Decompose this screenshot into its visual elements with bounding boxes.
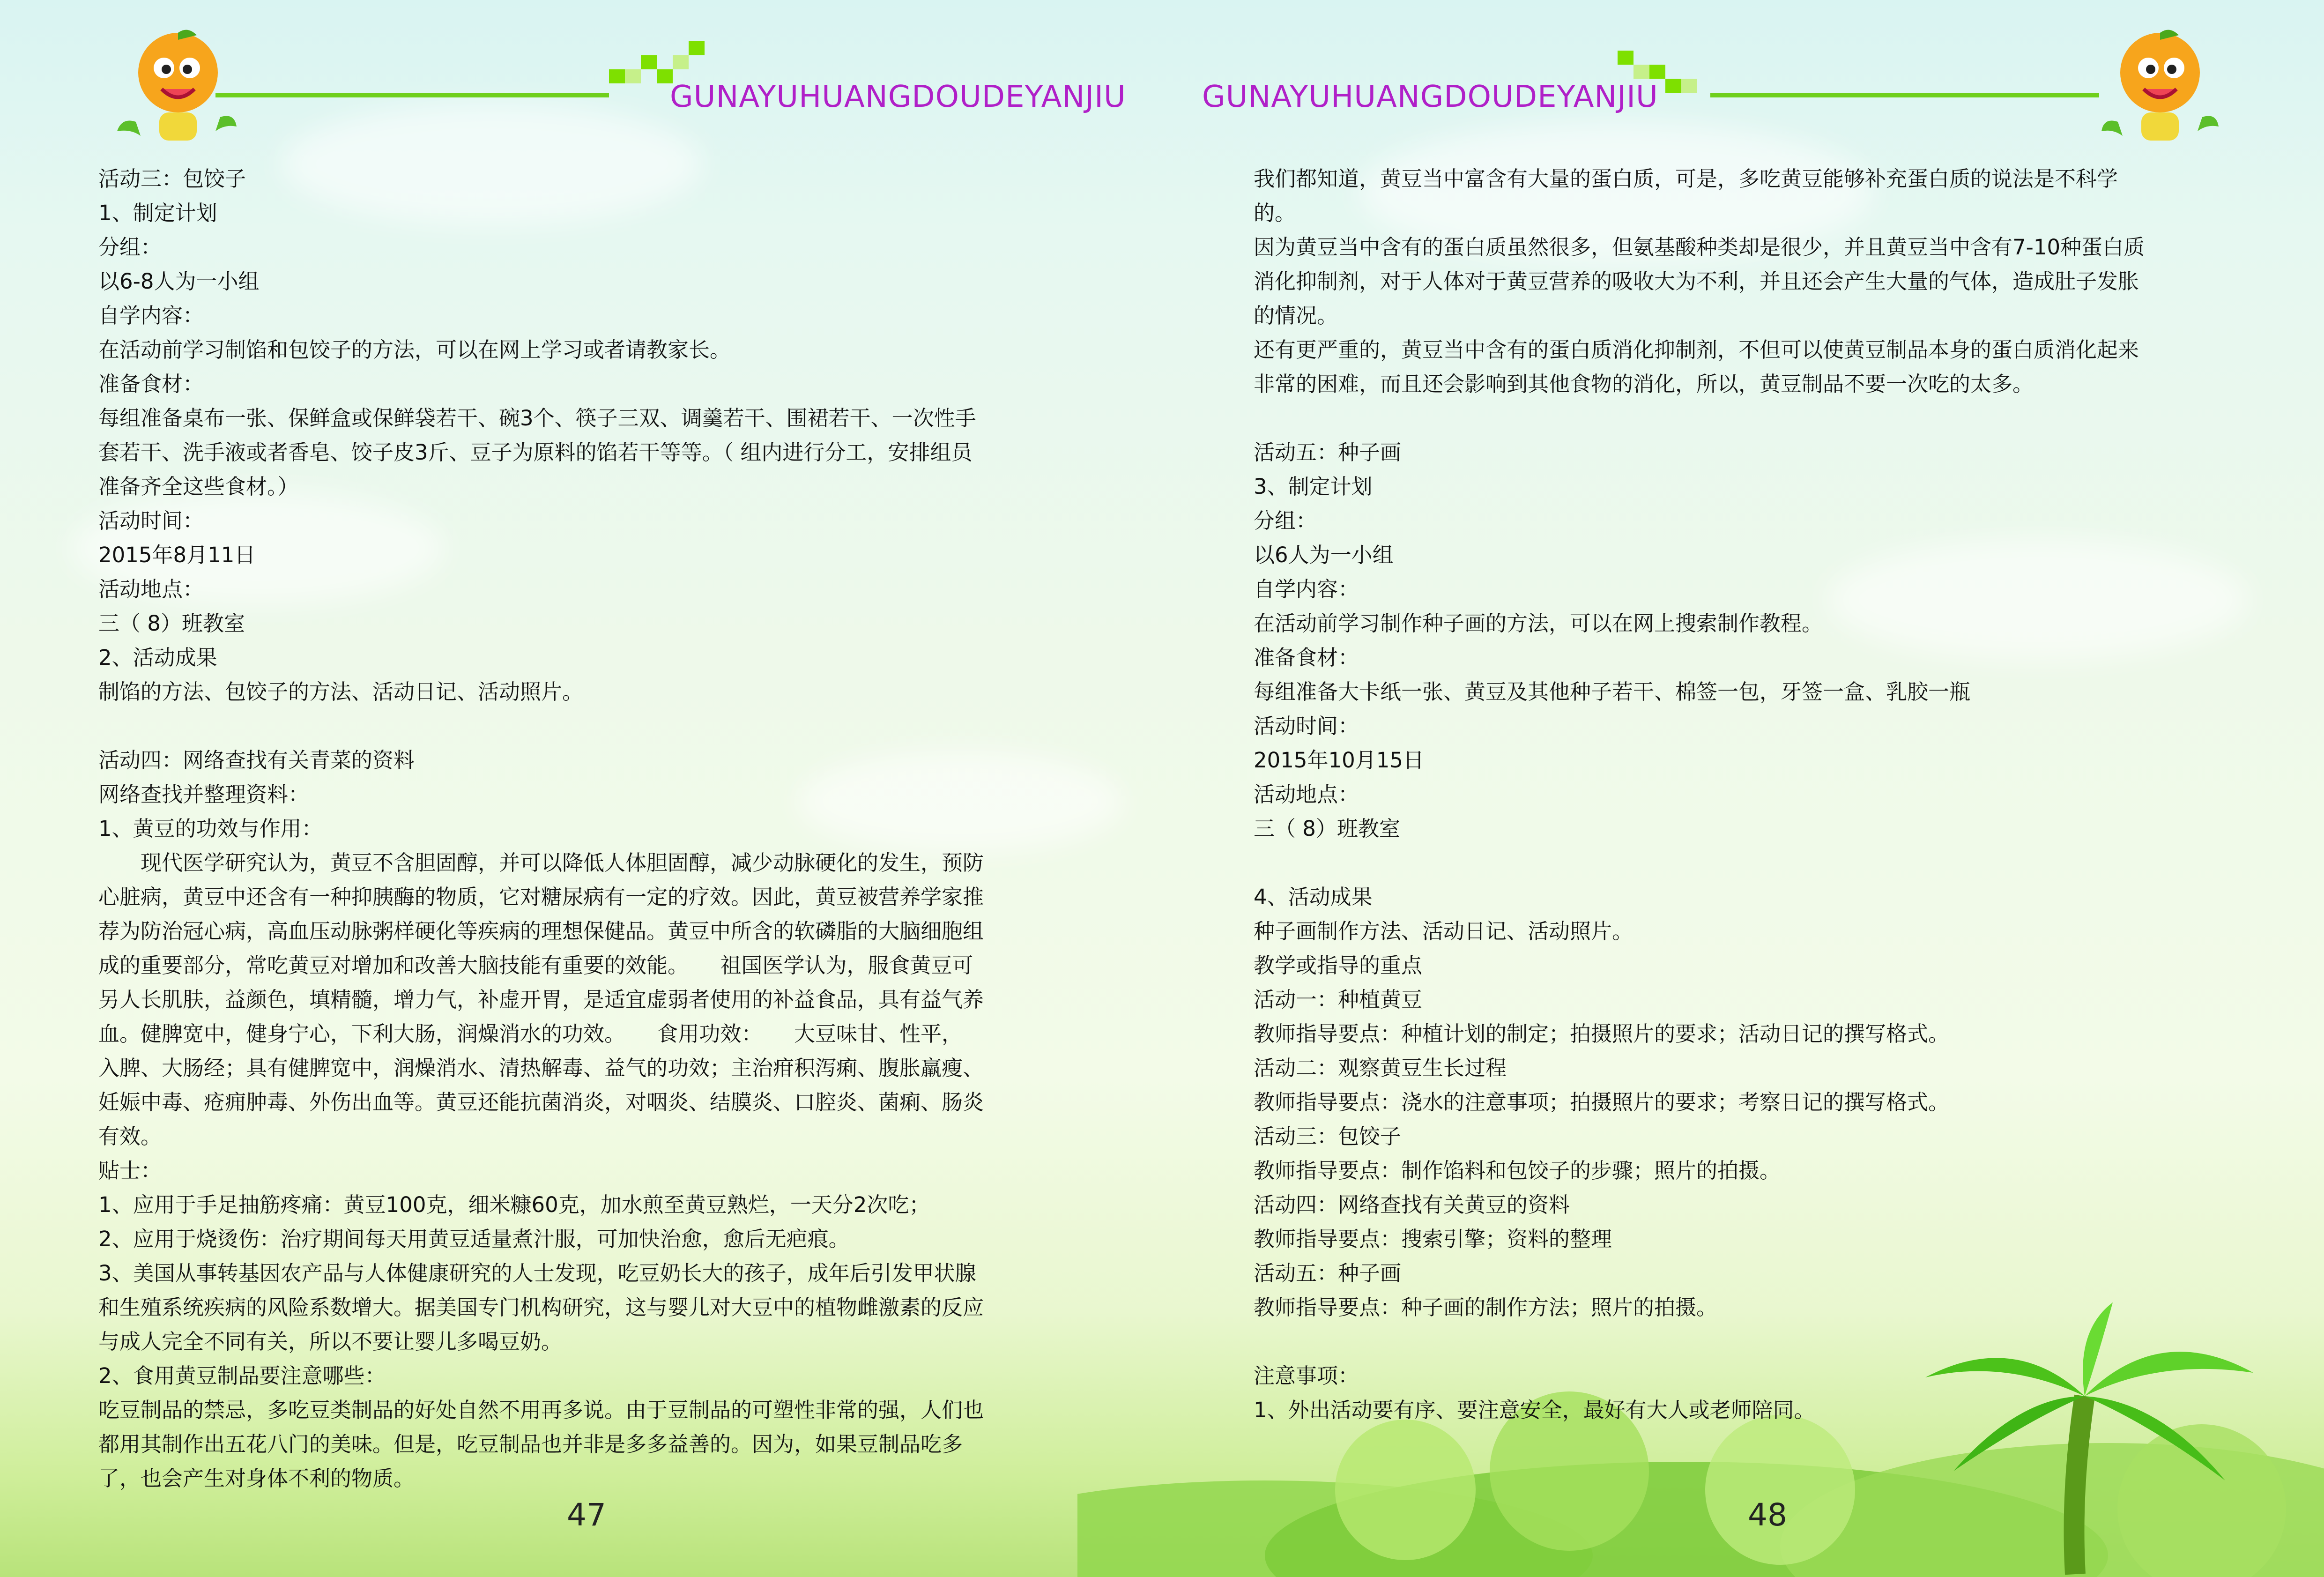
- text-line: 3、制定计划: [1254, 474, 1373, 499]
- text-line: 1、应用于手足抽筋疼痛：黄豆100克，细米糠60克，加水煎至黄豆熟烂，一天分2次吃；: [98, 1192, 930, 1217]
- text-line: 自学内容：: [1254, 577, 1359, 602]
- text-line: 活动地点：: [98, 577, 204, 602]
- text-line: 2015年8月11日: [98, 543, 256, 567]
- text-line: 现代医学研究认为，黄豆不含胆固醇，并可以降低人体胆固醇，减少动脉硬化的发生，预防: [141, 850, 984, 875]
- text-line: 心脏病，黄豆中还含有一种抑胰酶的物质，它对糖尿病有一定的疗效。因此，黄豆被营养学家推: [98, 885, 984, 909]
- text-line: 教师指导要点：种子画的制作方法；照片的拍摄。: [1254, 1295, 1718, 1320]
- text-line: 活动地点：: [1254, 782, 1359, 807]
- text-line: 活动二：观察黄豆生长过程: [1254, 1056, 1507, 1080]
- text-line: 4、活动成果: [1254, 885, 1373, 909]
- text-line: 3、美国从事转基因农产品与人体健康研究的人士发现，吃豆奶长大的孩子，成年后引发甲状腺: [98, 1261, 976, 1286]
- text-line: [1254, 401, 2261, 435]
- text-line: 血。健脾宽中，健身宁心，下利大肠，润燥消水的功效。 食用功效： 大豆味甘、性平，: [98, 1021, 963, 1046]
- text-line: 1、外出活动要有序、要注意安全，最好有大人或老师陪同。: [1254, 1398, 1815, 1422]
- header-line: [1710, 93, 2099, 97]
- text-line: 在活动前学习制馅和包饺子的方法，可以在网上学习或者请教家长。: [98, 337, 731, 362]
- header-square: [1665, 79, 1681, 93]
- text-line: 1、黄豆的功效与作用：: [98, 816, 323, 841]
- text-line: 教师指导要点：种植计划的制定；拍摄照片的要求；活动日记的撰写格式。: [1254, 1021, 1950, 1046]
- orange-mascot-icon: [2099, 28, 2230, 155]
- text-line: 自学内容：: [98, 303, 204, 328]
- header-square: [1649, 65, 1665, 79]
- text-line: 我们都知道，黄豆当中富含有大量的蛋白质，可是，多吃黄豆能够补充蛋白质的说法是不科学: [1254, 166, 2118, 191]
- text-line: 非常的困难，而且还会影响到其他食物的消化，所以，黄豆制品不要一次吃的太多。: [1254, 372, 2034, 396]
- text-line: 教学或指导的重点: [1254, 953, 1423, 978]
- text-line: [1254, 1324, 2261, 1359]
- page-number: 47: [567, 1497, 606, 1533]
- text-line: 网络查找并整理资料：: [98, 782, 310, 807]
- text-line: 因为黄豆当中含有的蛋白质虽然很多，但氨基酸种类却是很少，并且黄豆当中含有7-10种蛋白质: [1254, 235, 2145, 260]
- text-line: 分组：: [98, 235, 162, 260]
- left-body-text: [98, 162, 1106, 1495]
- header-square: [641, 55, 657, 69]
- text-line: 教师指导要点：浇水的注意事项；拍摄照片的要求；考察日记的撰写格式。: [1254, 1090, 1950, 1115]
- right-page: [1162, 0, 2324, 1577]
- text-line: 三（ 8）班教室: [1254, 816, 1400, 841]
- header-square: [673, 55, 689, 69]
- text-line: 活动四：网络查找有关青菜的资料: [98, 748, 415, 773]
- right-body-text: [1254, 162, 2261, 1427]
- text-line: 每组准备桌布一张、保鲜盒或保鲜袋若干、碗3个、筷子三双、调羹若干、围裙若干、一次性手: [98, 406, 976, 431]
- text-line: 2015年10月15日: [1254, 748, 1425, 773]
- text-line: 制馅的方法、包饺子的方法、活动日记、活动照片。: [98, 679, 584, 704]
- text-line: 准备食材：: [1254, 645, 1359, 670]
- text-line: 2、应用于烧烫伤：治疗期间每天用黄豆适量煮汁服，可加快治愈，愈后无疤痕。: [98, 1227, 850, 1251]
- text-line: 分组：: [1254, 508, 1317, 533]
- header-square: [609, 69, 625, 83]
- text-line: 2、食用黄豆制品要注意哪些：: [98, 1363, 386, 1388]
- text-line: 都用其制作出五花八门的美味。但是，吃豆制品也并非是多多益善的。因为，如果豆制品吃多: [98, 1432, 963, 1457]
- header-square: [1618, 51, 1633, 65]
- text-line: 2、活动成果: [98, 645, 217, 670]
- text-line: 有效。: [98, 1124, 162, 1149]
- text-line: 贴士：: [98, 1158, 162, 1183]
- header-line: [215, 93, 609, 97]
- text-line: 了，也会产生对身体不利的物质。: [98, 1466, 415, 1491]
- text-line: 另人长肌肤，益颜色，填精髓，增力气，补虚开胃，是适宜虚弱者使用的补益食品，具有益气养: [98, 987, 984, 1012]
- text-line: 每组准备大卡纸一张、黄豆及其他种子若干、棉签一包，牙签一盒、乳胶一瓶: [1254, 679, 1971, 704]
- text-line: 入脾、大肠经；具有健脾宽中，润燥消水、清热解毒、益气的功效；主治疳积泻痢、腹胀羸瘦、: [98, 1056, 984, 1080]
- header-square: [1633, 65, 1649, 79]
- header-square: [1681, 79, 1697, 93]
- text-line: 吃豆制品的禁忌，多吃豆类制品的好处自然不用再多说。由于豆制品的可塑性非常的强，人们也: [98, 1398, 984, 1422]
- text-line: 以6人为一小组: [1254, 543, 1394, 567]
- text-line: [98, 709, 1106, 743]
- text-line: 准备齐全这些食材。）: [98, 474, 299, 499]
- header-title: GUNAYUHUANGDOUDEYANJIU: [670, 80, 1126, 114]
- text-line: 教师指导要点：制作馅料和包饺子的步骤；照片的拍摄。: [1254, 1158, 1781, 1183]
- text-line: 成的重要部分，常吃黄豆对增加和改善大脑技能有重要的效能。 祖国医学认为，服食黄豆可: [98, 953, 973, 978]
- header-title: GUNAYUHUANGDOUDEYANJIU: [1202, 80, 1658, 114]
- orange-mascot-icon: [108, 28, 239, 155]
- text-line: 的。: [1254, 201, 1296, 225]
- text-line: 教师指导要点：搜索引擎；资料的整理: [1254, 1227, 1612, 1251]
- text-line: 套若干、洗手液或者香皂、饺子皮3斤、豆子为原料的馅若干等等。（ 组内进行分工，安排组员: [98, 440, 973, 465]
- text-line: 三（ 8）班教室: [98, 611, 245, 636]
- text-line: 活动时间：: [98, 508, 204, 533]
- text-line: 活动四：网络查找有关黄豆的资料: [1254, 1192, 1570, 1217]
- text-line: 活动一：种植黄豆: [1254, 987, 1423, 1012]
- text-line: 活动三：包饺子: [98, 166, 246, 191]
- text-line: 注意事项：: [1254, 1363, 1359, 1388]
- text-line: 与成人完全不同有关，所以不要让婴儿多喝豆奶。: [98, 1329, 563, 1354]
- text-line: 消化抑制剂，对于人体对于黄豆营养的吸收大为不利，并且还会产生大量的气体，造成肚子发胀: [1254, 269, 2139, 294]
- text-line: 1、制定计划: [98, 201, 217, 225]
- header-square: [689, 41, 705, 55]
- text-line: 种子画制作方法、活动日记、活动照片。: [1254, 919, 1633, 944]
- text-line: 活动五：种子画: [1254, 1261, 1402, 1286]
- text-line: 的情况。: [1254, 303, 1338, 328]
- text-line: 荐为防治冠心病，高血压动脉粥样硬化等疾病的理想保健品。黄豆中所含的软磷脂的大脑细胞组: [98, 919, 984, 944]
- text-line: 活动五：种子画: [1254, 440, 1402, 465]
- text-line: 在活动前学习制作种子画的方法，可以在网上搜索制作教程。: [1254, 611, 1823, 636]
- text-line: 和生殖系统疾病的风险系数增大。据美国专门机构研究，这与婴儿对大豆中的植物雌激素的反应: [98, 1295, 984, 1320]
- text-line: 以6-8人为一小组: [98, 269, 260, 294]
- text-line: 准备食材：: [98, 372, 204, 396]
- text-line: 活动时间：: [1254, 714, 1359, 738]
- text-line: [1254, 846, 2261, 880]
- header-square: [625, 69, 641, 83]
- text-line: 活动三：包饺子: [1254, 1124, 1402, 1149]
- text-line: 还有更严重的，黄豆当中含有的蛋白质消化抑制剂，不但可以使黄豆制品本身的蛋白质消化起来: [1254, 337, 2139, 362]
- text-line: 妊娠中毒、疮痈肿毒、外伤出血等。黄豆还能抗菌消炎，对咽炎、结膜炎、口腔炎、菌痢、肠炎: [98, 1090, 984, 1115]
- page-number: 48: [1748, 1497, 1787, 1533]
